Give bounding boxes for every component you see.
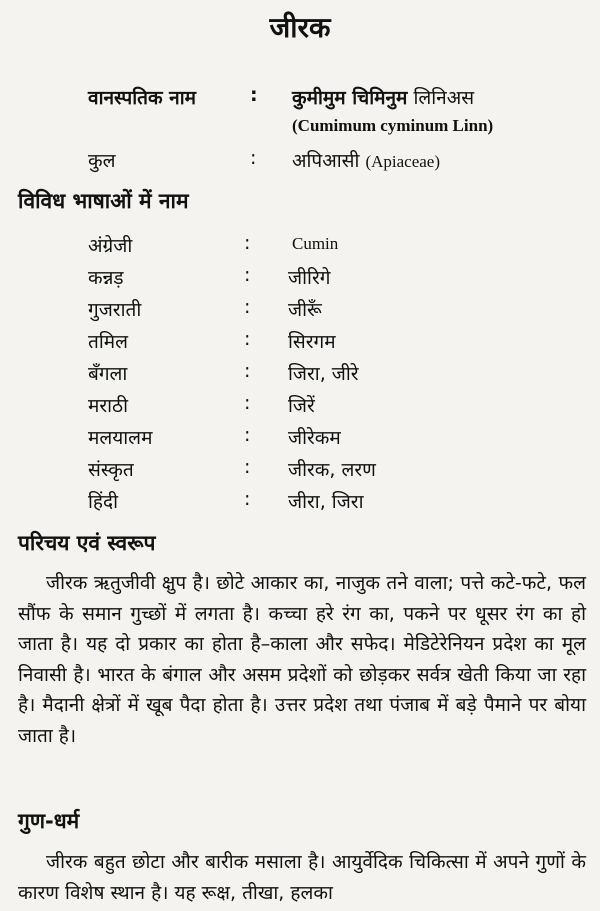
- language-name: मलयालम: [88, 427, 153, 449]
- properties-paragraph: जीरक बहुत छोटा और बारीक मसाला है। आयुर्वेदिक चिकित्सा में अपने गुणों के कारण विशेष स्थान है। यह रूक्ष, तीखा, हलका: [18, 851, 586, 904]
- properties-heading: गुण-धर्म: [18, 809, 80, 833]
- language-name: गुजराती: [88, 299, 142, 321]
- colon: :: [250, 84, 258, 106]
- botanical-author: लिनिअस: [413, 87, 475, 109]
- colon: :: [244, 392, 251, 414]
- language-value: जीरिगे: [288, 267, 331, 289]
- botanical-name: [292, 84, 474, 110]
- language-name: बँगला: [88, 363, 128, 385]
- language-value: जिरें: [288, 395, 315, 417]
- colon: :: [244, 264, 251, 286]
- intro-paragraph: जीरक ऋतुजीवी क्षुप है। छोटे आकार का, नाजुक तने वाला; पत्ते कटे-फटे, फल सौंफ के समान गुच्छों में लगता है। कच्चा हरे रंग का, पकने पर धूसर रंग का हो जाता है। यह दो प्रकार का होता है–काला और सफेद। मेडिटेरेनियन प्रदेश का मूल निवासी है। भारत के बंगाल और असम प्रदेशों को छोड़कर सर्वत्र खेती किया जा रहा है। मैदानी क्षेत्रों में खूब पैदा होता है। उत्तर प्रदेश तथा पंजाब में बड़े पैमाने पर बोया जाता है।: [18, 572, 586, 747]
- intro-heading: परिचय एवं स्वरूप: [18, 531, 156, 555]
- language-name: अंग्रेजी: [88, 235, 133, 257]
- language-name: संस्कृत: [88, 459, 134, 481]
- family-hindi: अपिआसी: [292, 150, 360, 172]
- family-latin: (Apiaceae): [365, 152, 441, 171]
- languages-heading: विविध भाषाओं में नाम: [18, 189, 189, 213]
- colon: :: [244, 456, 251, 478]
- colon: :: [244, 488, 251, 510]
- botanical-name-latin: (Cumimum cyminum Linn): [292, 116, 494, 135]
- colon: :: [250, 147, 257, 169]
- colon: :: [244, 296, 251, 318]
- language-value: जीरेकम: [288, 427, 341, 449]
- language-value: जीरक, लरण: [288, 459, 376, 481]
- colon: :: [244, 360, 251, 382]
- language-value: जीरूँ: [288, 299, 322, 321]
- botanical-label: वानस्पतिक नाम: [88, 87, 196, 109]
- family-value: [292, 147, 440, 173]
- botanical-name-hindi: कुमीमुम चिमिनुम: [292, 87, 408, 109]
- language-name: हिंदी: [88, 491, 119, 513]
- colon: :: [244, 328, 251, 350]
- language-name: तमिल: [88, 331, 128, 353]
- language-value: जीरा, जिरा: [288, 491, 364, 513]
- page-title: जीरक: [269, 11, 331, 44]
- language-value: जिरा, जीरे: [288, 363, 359, 385]
- colon: :: [244, 232, 251, 254]
- language-name: कन्नड़: [88, 267, 124, 289]
- language-value: Cumin: [292, 234, 339, 253]
- language-name: मराठी: [88, 395, 129, 417]
- colon: :: [244, 424, 251, 446]
- family-label: कुल: [88, 150, 116, 172]
- language-value: सिरगम: [288, 331, 336, 353]
